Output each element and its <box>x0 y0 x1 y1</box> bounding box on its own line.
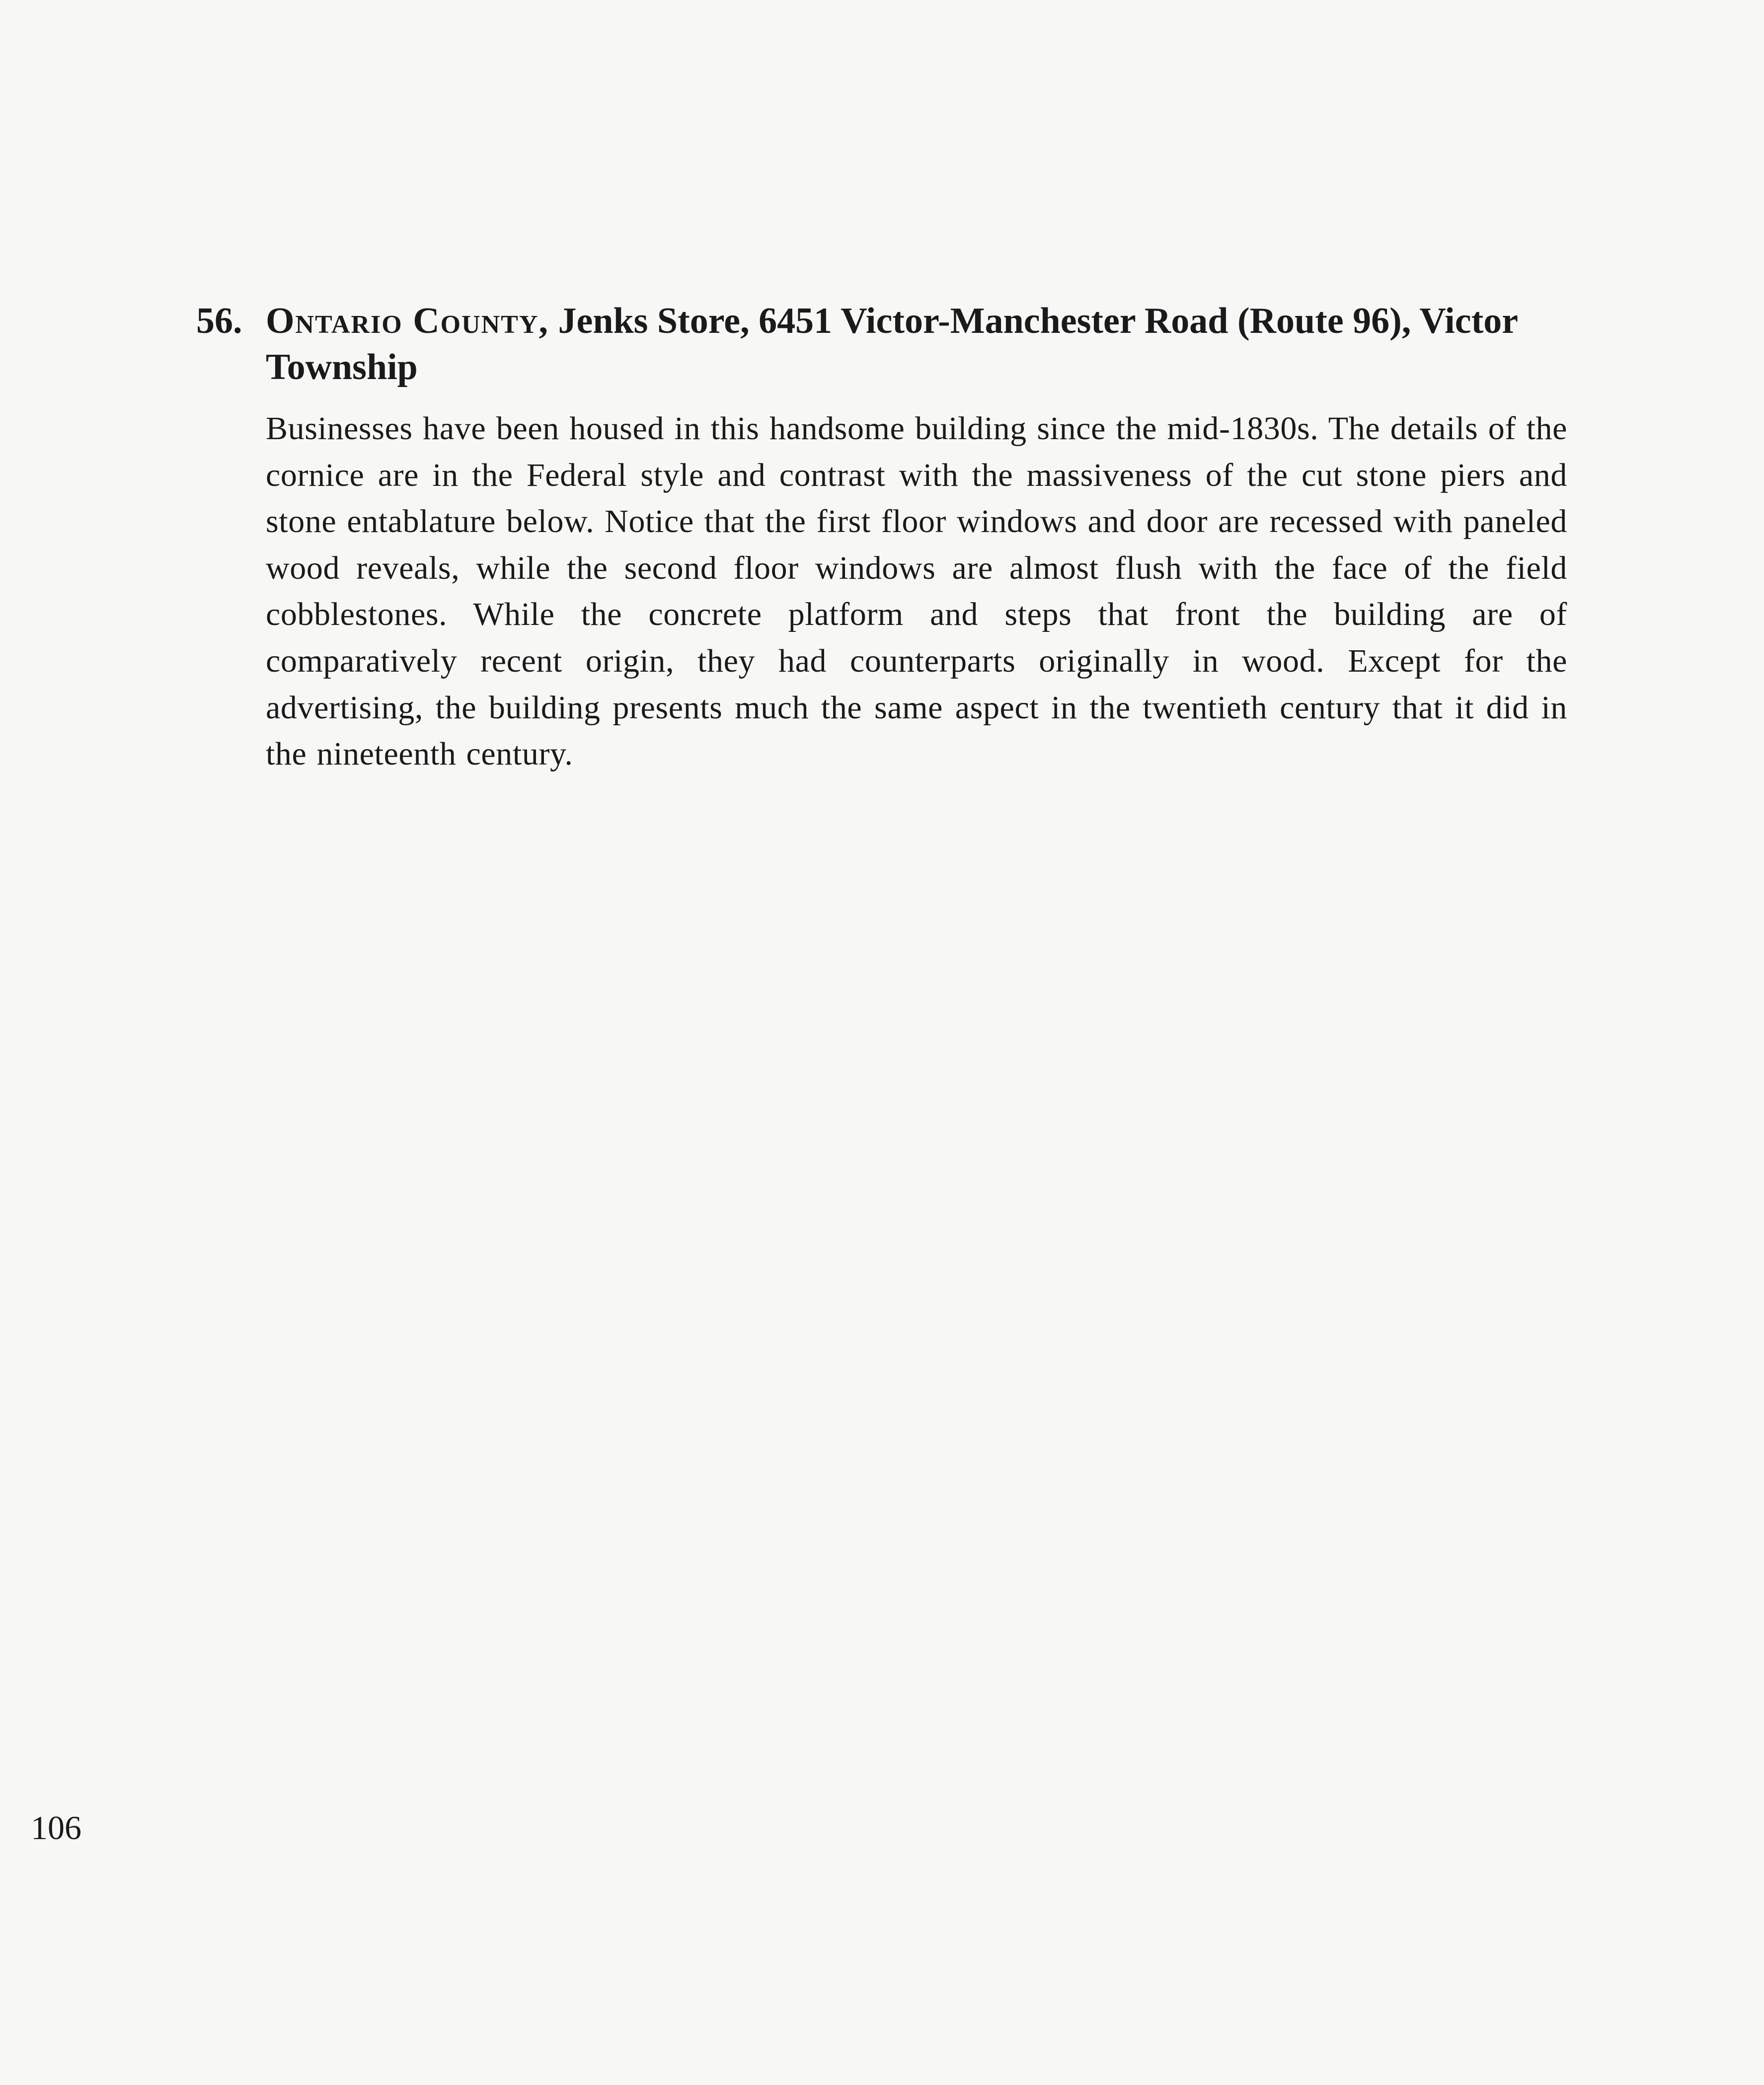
county-name: Ontario County, <box>266 301 549 341</box>
entry-title-rest: Jenks Store, 6451 Victor-Manchester Road (Route 96), Victor Township <box>266 301 1518 387</box>
entry-title <box>266 298 1567 390</box>
entry-heading <box>196 298 1567 390</box>
entry-description: Businesses have been housed in this handsome building since the mid-1830s. The details of the cornice are in the Federal style and contrast with the massiveness of the cut stone piers and stone entablature below. Notice that the first floor windows and door are recessed with paneled wood reveals, while the second floor windows are almost flush with the face of the field cobblestones. While the concrete platform and steps that front the building are of comparatively recent origin, they had counterparts originally in wood. Except for the advertising, the building presents much the same aspect in the twentieth century that it did in the nineteenth century. <box>266 410 1567 772</box>
page-number: 106 <box>31 1809 81 1847</box>
catalog-entry <box>196 298 1567 810</box>
entry-number: 56. <box>196 301 242 341</box>
